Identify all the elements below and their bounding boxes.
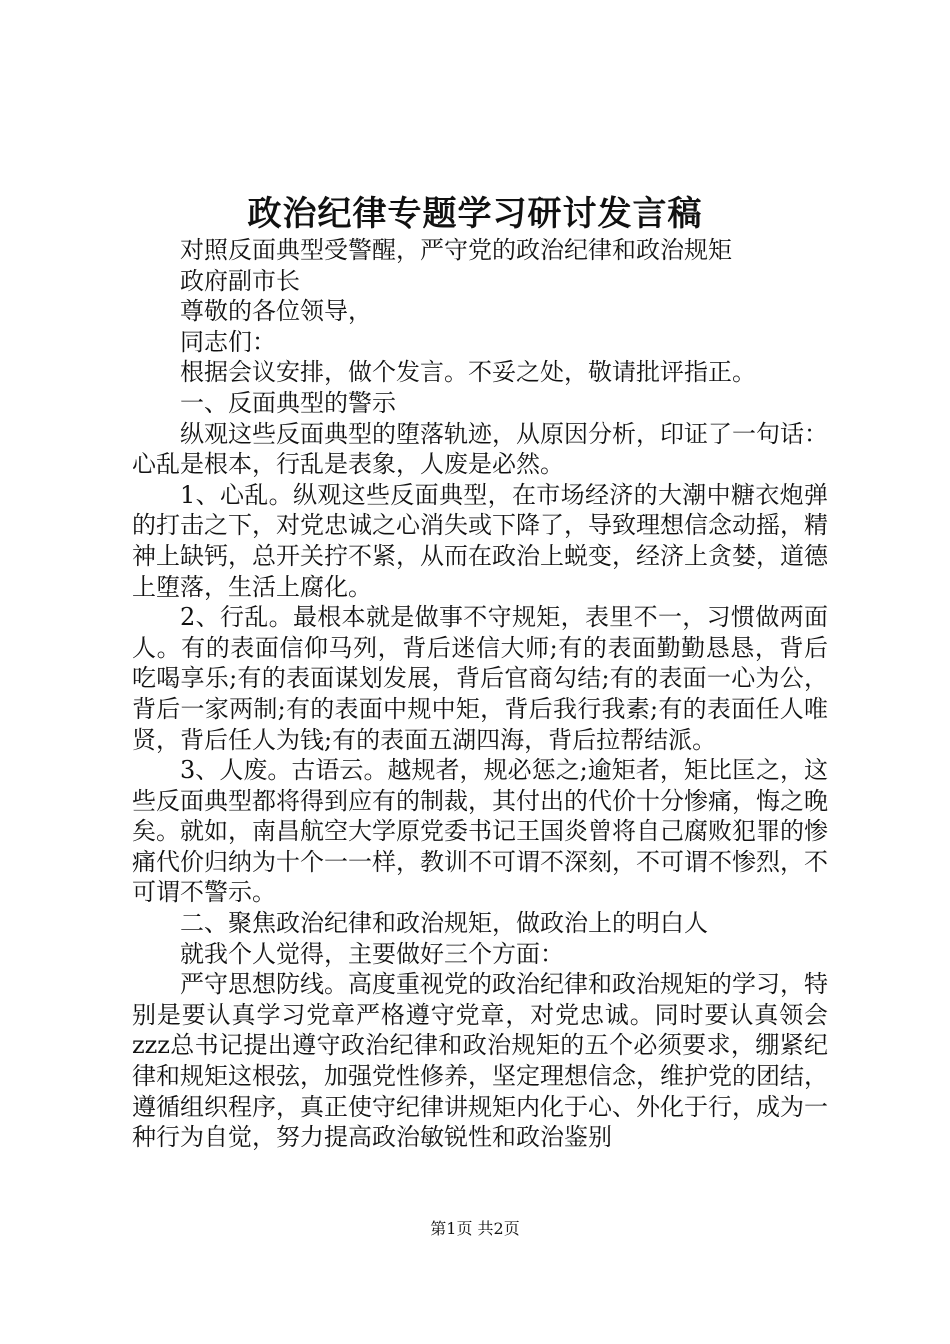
page-footer: 第1页 共2页	[430, 1219, 520, 1238]
body-paragraph: 尊敬的各位领导，	[180, 297, 372, 326]
document-body	[132, 235, 828, 1153]
body-paragraph: 对照反面典型受警醒，严守党的政治纪律和政治规矩	[180, 236, 732, 264]
body-paragraph: 1、心乱。纵观这些反面典型，在市场经济的大潮中糖衣炮弹的打击之下，对党忠诚之心消失或下降了，导致理想信念动摇，精神上缺钙，总开关拧不紧，从而在政治上蜕变，经济上贪婪，道德上堕落，生活上腐化。	[132, 480, 828, 601]
body-paragraph: 2、行乱。最根本就是做事不守规矩，表里不一，习惯做两面人。有的表面信仰马列，背后迷信大师;有的表面勤勤恳恳，背后吃喝享乐;有的表面谋划发展，背后官商勾结;有的表面一心为公，背后一家两制;有的表面中规中矩，背后我行我素;有的表面任人唯贤，背后任人为钱;有的表面五湖四海，背后拉帮结派。	[132, 603, 828, 754]
section-heading: 一、反面典型的警示	[180, 388, 396, 417]
body-paragraph: 3、人废。古语云。越规者，规必惩之;逾矩者，矩比匡之，这些反面典型都将得到应有的制裁，其付出的代价十分惨痛，悔之晚矣。就如，南昌航空大学原党委书记王国炎曾将自己腐败犯罪的惨痛代价归纳为十个一一样，教训不可谓不深刻，不可谓不惨烈，不可谓不警示。	[132, 756, 828, 907]
body-paragraph: 就我个人觉得，主要做好三个方面：	[180, 939, 564, 968]
document-title: 政治纪律专题学习研讨发言稿	[247, 194, 703, 234]
body-paragraph: 严守思想防线。高度重视党的政治纪律和政治规矩的学习，特别是要认真学习党章严格遵守党章，对党忠诚。同时要认真领会zzz总书记提出遵守政治纪律和政治规矩的五个必须要求，绷紧纪律和规矩这根弦，加强党性修养，坚定理想信念，维护党的团结，遵循组织程序，真正使守纪律讲规矩内化于心、外化于行，成为一种行为自觉，努力提高政治敏锐性和政治鉴别	[132, 970, 828, 1152]
body-paragraph: 纵观这些反面典型的堕落轨迹，从原因分析，印证了一句话：心乱是根本，行乱是表象，人废是必然。	[132, 419, 828, 479]
section-heading: 二、聚焦政治纪律和政治规矩，做政治上的明白人	[180, 909, 708, 938]
body-paragraph: 根据会议安排，做个发言。不妥之处，敬请批评指正。	[180, 358, 756, 387]
body-paragraph: 政府副市长	[180, 266, 300, 295]
body-paragraph: 同志们：	[180, 327, 276, 356]
